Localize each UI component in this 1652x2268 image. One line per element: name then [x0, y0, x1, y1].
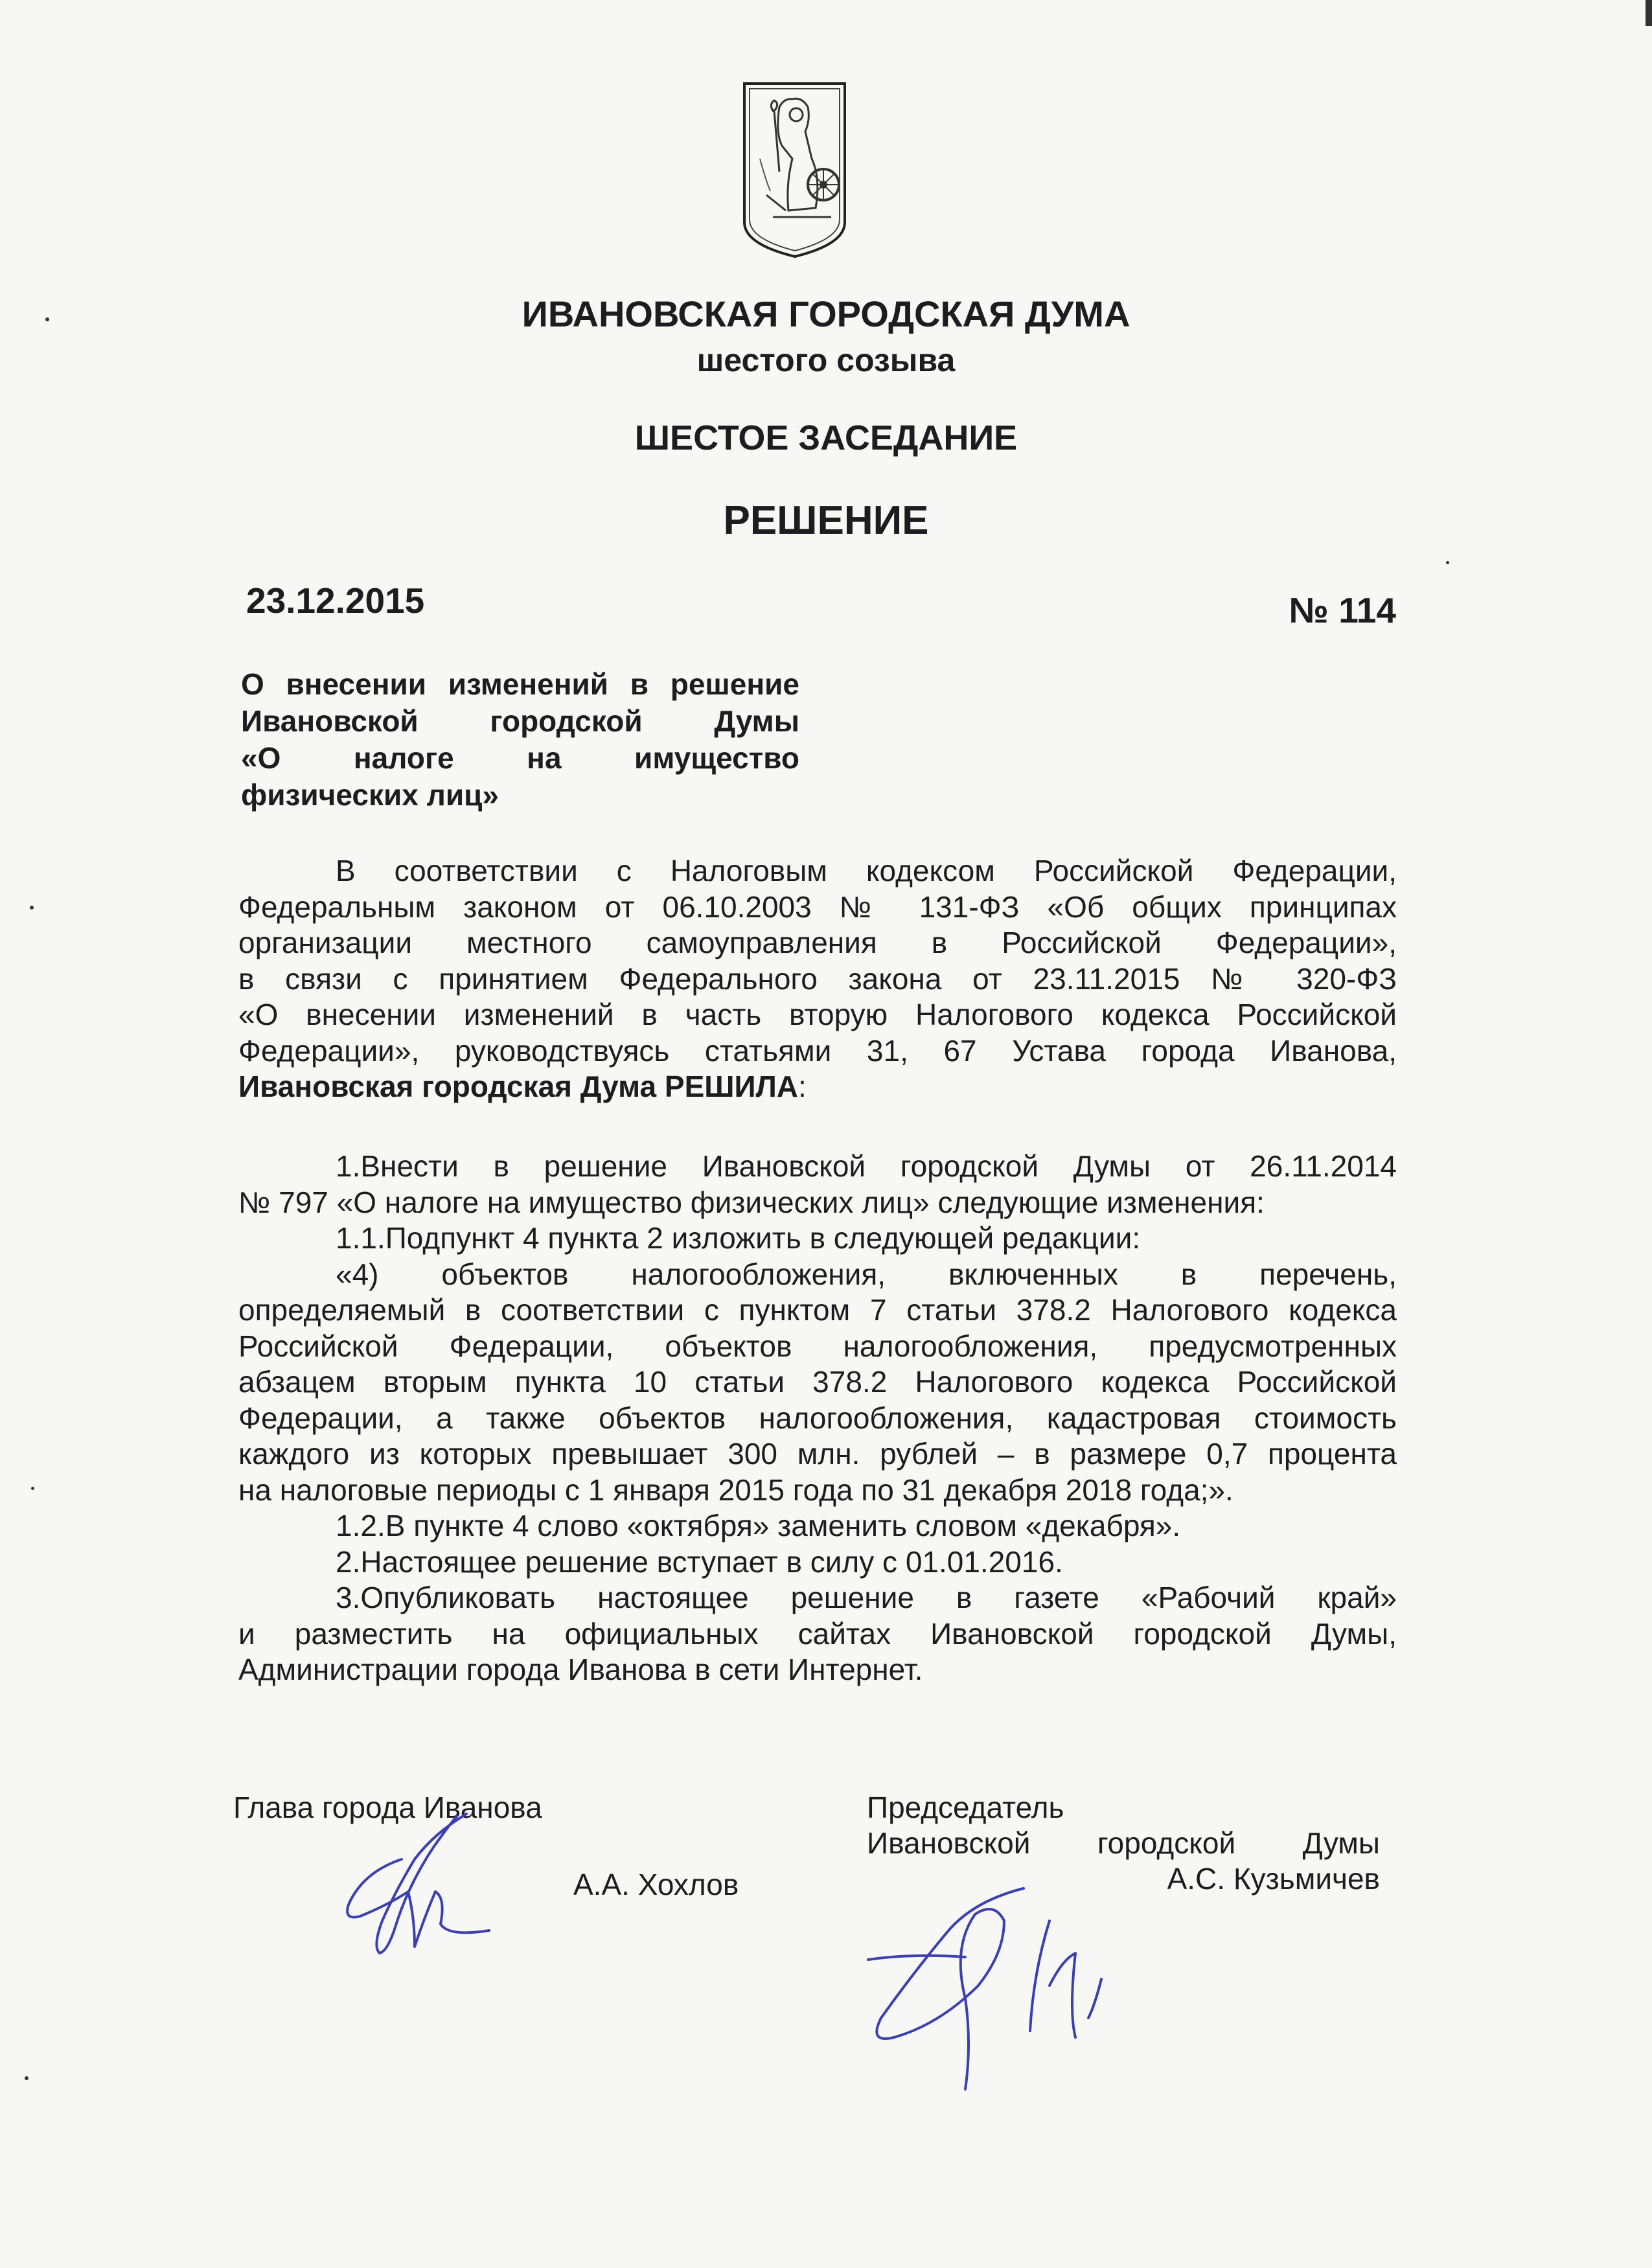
subject-line: физических лиц»	[241, 778, 499, 812]
scan-speck	[1646, 0, 1652, 26]
scan-speck	[30, 906, 34, 910]
meeting-label: ШЕСТОЕ ЗАСЕДАНИЕ	[634, 418, 1018, 457]
convocation-label: шестого созыва	[696, 342, 956, 378]
preamble-line: Федерации», руководствуясь статьями 31, 67 Устава города Иванова,	[238, 1033, 1397, 1068]
preamble-line: в связи с принятием Федерального закона от 23.11.2015 № 320-ФЗ	[238, 961, 1397, 996]
resolution-line	[238, 1069, 1397, 1105]
document-type-title: РЕШЕНИЕ	[723, 498, 929, 543]
item-line: 2.Настоящее решение вступает в силу с 01.01.2016.	[336, 1544, 1063, 1579]
item-line: 1.Внести в решение Ивановской городской Думы от 26.11.2014	[336, 1149, 1397, 1183]
mayor-title: Глава города Иванова	[233, 1791, 542, 1824]
item-line: абзацем вторым пункта 10 статьи 378.2 Налогового кодекса Российской	[238, 1365, 1397, 1399]
subject-line: Ивановской городской Думы	[241, 704, 799, 738]
chairman-block	[867, 1790, 1380, 1897]
scan-speck	[25, 2076, 29, 2080]
preamble-paragraph	[238, 853, 1397, 1105]
preamble-line: организации местного самоуправления в Российской Федерации»,	[238, 926, 1397, 959]
preamble-line: Федеральным законом от 06.10.2003 № 131-ФЗ «Об общих принципах	[238, 889, 1397, 924]
subject-line: «О налоге на имущество	[241, 741, 799, 775]
preamble-line: В соответствии с Налоговым кодексом Российской Федерации,	[336, 854, 1397, 888]
chairman-signature-icon	[855, 1882, 1127, 2102]
decision-subject	[241, 666, 799, 814]
item-line: определяемый в соответствии с пунктом 7 статьи 378.2 Налогового кодекса	[238, 1293, 1397, 1327]
item-line: 3.Опубликовать настоящее решение в газете «Рабочий край»	[336, 1581, 1397, 1614]
item-line: 1.2.В пункте 4 слово «октября» заменить словом «декабря».	[336, 1509, 1181, 1542]
resolution-phrase: Ивановская городская Дума РЕШИЛА	[238, 1070, 799, 1103]
item-line: Федерации, а также объектов налогообложения, кадастровая стоимость	[238, 1401, 1397, 1435]
decision-items	[238, 1149, 1397, 1688]
scan-speck	[45, 317, 49, 321]
item-line: Администрации города Иванова в сети Интернет.	[238, 1653, 923, 1686]
decision-number: № 114	[1289, 590, 1396, 630]
decision-date: 23.12.2015	[246, 580, 425, 621]
item-line: «4) объектов налогообложения, включенных в перечень,	[336, 1257, 1397, 1291]
chairman-title-line: Ивановской городской Думы	[867, 1826, 1380, 1860]
item-line: Российской Федерации, объектов налогообложения, предусмотренных	[238, 1329, 1397, 1363]
item-line: на налоговые периоды с 1 января 2015 года по 31 декабря 2018 года;».	[238, 1472, 1233, 1507]
mayor-signature-icon	[337, 1807, 505, 1976]
item-line: № 797 «О налоге на имущество физических лиц» следующие изменения:	[238, 1185, 1265, 1219]
mayor-name: А.А. Хохлов	[573, 1868, 739, 1901]
chairman-name: А.С. Кузьмичев	[1167, 1862, 1380, 1896]
item-line: и разместить на официальных сайтах Ивановской городской Думы,	[238, 1616, 1397, 1651]
organization-name: ИВАНОВСКАЯ ГОРОДСКАЯ ДУМА	[522, 293, 1130, 334]
resolution-colon: :	[798, 1070, 807, 1103]
item-line: каждого из которых превышает 300 млн. рублей – в размере 0,7 процента	[238, 1437, 1397, 1471]
preamble-line: «О внесении изменений в часть вторую Налогового кодекса Российской	[238, 998, 1397, 1031]
scan-speck	[1446, 561, 1449, 564]
chairman-title-line: Председатель	[867, 1791, 1064, 1824]
city-coat-of-arms-icon	[740, 81, 849, 259]
item-line: 1.1.Подпункт 4 пункта 2 изложить в следующей редакции:	[336, 1221, 1141, 1255]
scan-speck	[31, 1487, 34, 1490]
subject-line: О внесении изменений в решение	[241, 667, 799, 701]
